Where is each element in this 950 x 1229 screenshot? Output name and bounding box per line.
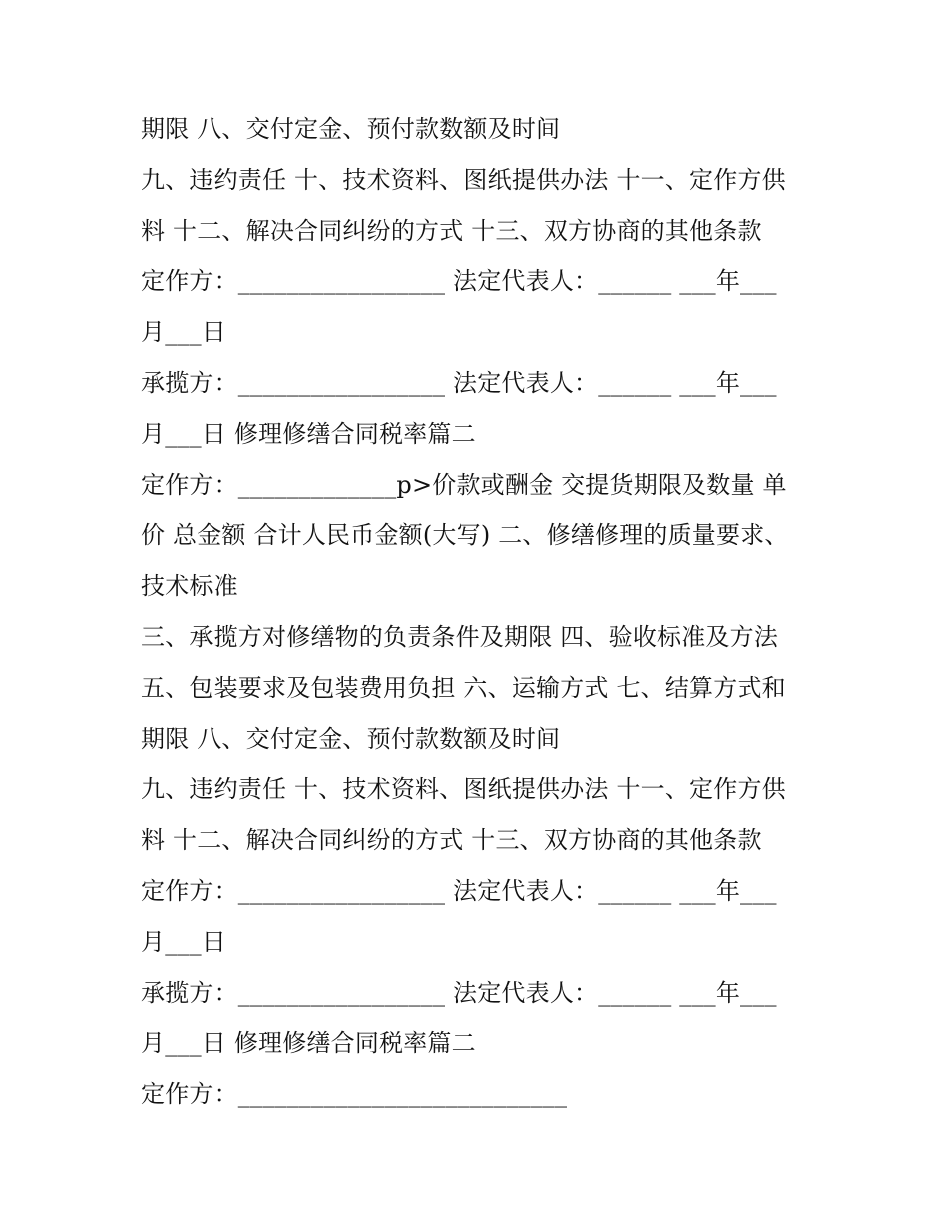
- section-heading-line: 月___日 修理修缮合同税率篇二: [141, 419, 476, 448]
- text-line: 期限 八、交付定金、预付款数额及时间: [141, 115, 561, 143]
- text-line: 料 十二、解决合同纠纷的方式 十三、双方协商的其他条款: [141, 216, 762, 245]
- section-heading-line: 月___日 修理修缮合同税率篇二: [141, 1029, 476, 1058]
- date-line: 月___日: [141, 927, 226, 956]
- text-line: 价 总金额 合计人民币金额(大写) 二、修缮修理的质量要求、: [141, 521, 789, 550]
- signature-line-contractor: 承揽方：_________________ 法定代表人：______ ___年___: [141, 368, 777, 397]
- text-line: 五、包装要求及包装费用负担 六、运输方式 七、结算方式和: [141, 673, 786, 702]
- text-line: 九、违约责任 十、技术资料、图纸提供办法 十一、定作方供: [141, 165, 786, 194]
- signature-line-client: 定作方：_________________ 法定代表人：______ ___年___: [141, 876, 777, 905]
- signature-line-client: 定作方：___________________________: [141, 1080, 568, 1109]
- text-line: 定作方：_____________p>价款或酬金 交提货期限及数量 单: [141, 470, 787, 499]
- text-line: 料 十二、解决合同纠纷的方式 十三、双方协商的其他条款: [141, 826, 762, 855]
- document-body: [141, 104, 821, 1120]
- signature-line-contractor: 承揽方：_________________ 法定代表人：______ ___年___: [141, 978, 777, 1007]
- text-line: 九、违约责任 十、技术资料、图纸提供办法 十一、定作方供: [141, 775, 786, 804]
- text-line: 技术标准: [141, 572, 238, 601]
- date-line: 月___日: [141, 318, 226, 347]
- text-line: 三、承揽方对修缮物的负责条件及期限 四、验收标准及方法: [141, 622, 779, 651]
- text-line: 期限 八、交付定金、预付款数额及时间: [141, 724, 561, 753]
- signature-line-client: 定作方：_________________ 法定代表人：______ ___年___: [141, 267, 777, 296]
